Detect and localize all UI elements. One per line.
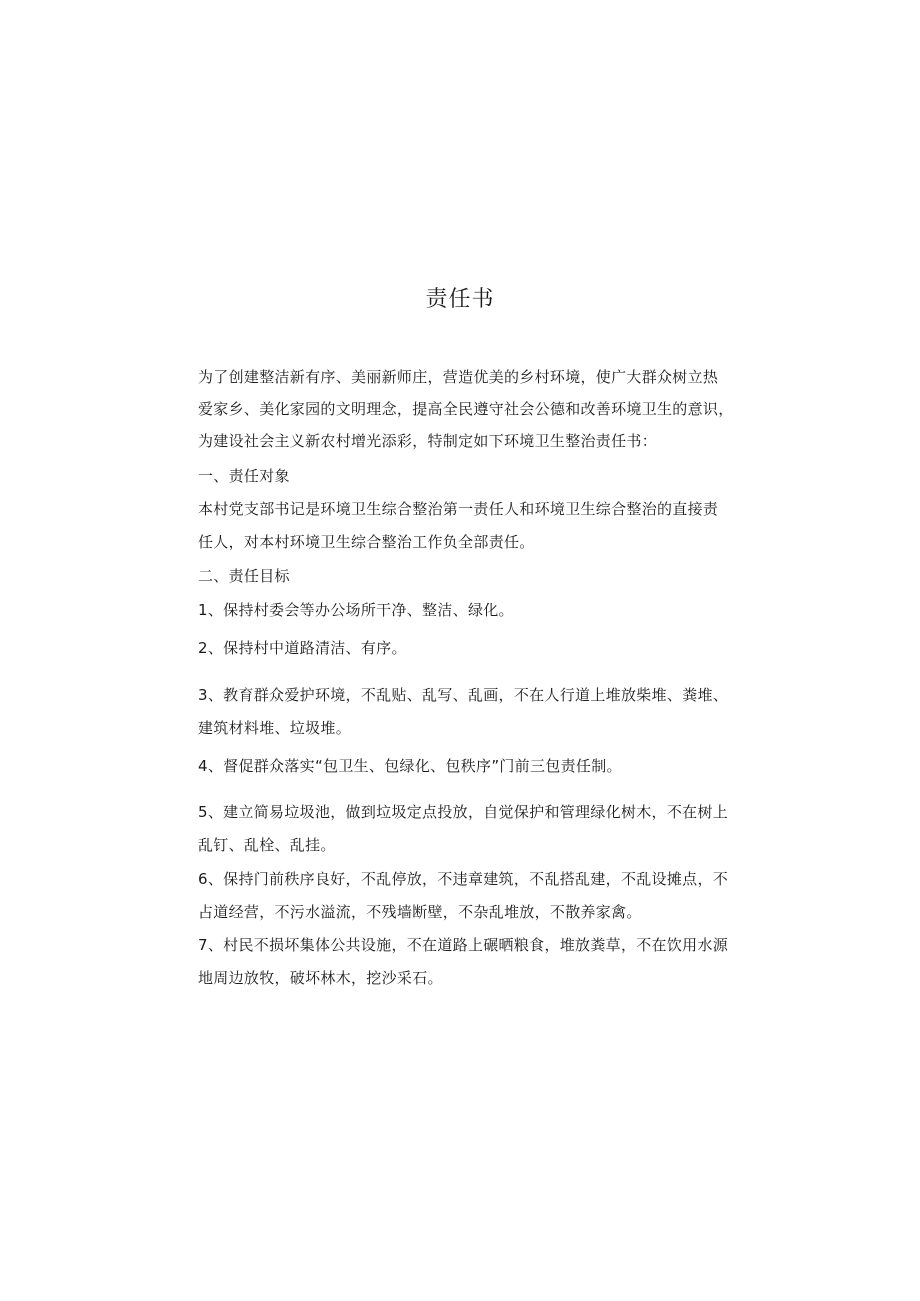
goal-item-4: 4、督促群众落实“包卫生、包绿化、包秩序”门前三包责任制。 bbox=[198, 757, 622, 775]
goal-item-7-line-2: 地周边放牧，破坏林木，挖沙采石。 bbox=[198, 969, 443, 987]
intro-line-2: 爱家乡、美化家园的文明理念，提高全民遵守社会公德和改善环境卫生的意识， bbox=[198, 400, 734, 418]
goal-item-2: 2、保持村中道路清洁、有序。 bbox=[198, 639, 407, 657]
goal-item-3-line-1: 3、教育群众爱护环境，不乱贴、乱写、乱画，不在人行道上堆放柴堆、粪堆、 bbox=[198, 686, 729, 704]
section-heading-responsible-party: 一、责任对象 bbox=[198, 467, 290, 485]
goal-item-1: 1、保持村委会等办公场所干净、整洁、绿化。 bbox=[198, 601, 514, 619]
responsible-party-line-2: 任人，对本村环境卫生综合整治工作负全部责任。 bbox=[198, 533, 535, 551]
document-title: 责任书 bbox=[425, 287, 495, 312]
goal-item-6-line-1: 6、保持门前秩序良好，不乱停放，不违章建筑，不乱搭乱建，不乱设摊点，不 bbox=[198, 870, 729, 888]
responsible-party-line-1: 本村党支部书记是环境卫生综合整治第一责任人和环境卫生综合整治的直接责 bbox=[198, 500, 719, 518]
goal-item-7-line-1: 7、村民不损坏集体公共设施，不在道路上碾晒粮食，堆放粪草，不在饮用水源 bbox=[198, 936, 729, 954]
goal-item-5-line-1: 5、建立简易垃圾池，做到垃圾定点投放，自觉保护和管理绿化树木，不在树上 bbox=[198, 803, 729, 821]
section-heading-goals: 二、责任目标 bbox=[198, 567, 290, 585]
intro-line-1: 为了创建整洁新有序、美丽新师庄，营造优美的乡村环境，使广大群众树立热 bbox=[198, 368, 719, 386]
goal-item-3-line-2: 建筑材料堆、垃圾堆。 bbox=[198, 719, 352, 737]
intro-line-3: 为建设社会主义新农村增光添彩，特制定如下环境卫生整治责任书： bbox=[198, 432, 658, 450]
goal-item-6-line-2: 占道经营，不污水溢流，不残墙断壁，不杂乱堆放，不散养家禽。 bbox=[198, 903, 642, 921]
goal-item-5-line-2: 乱钉、乱栓、乱挂。 bbox=[198, 836, 336, 854]
